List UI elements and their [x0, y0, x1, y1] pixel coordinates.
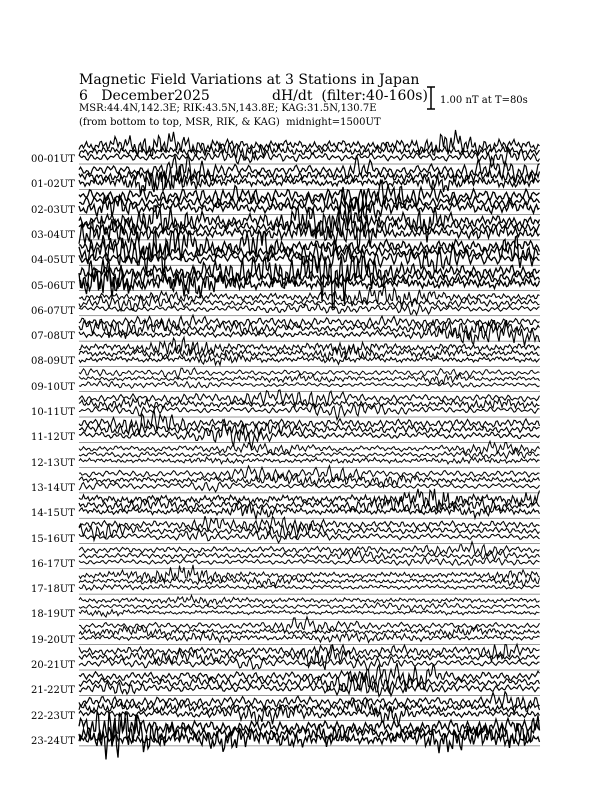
trace-kag [79, 304, 540, 315]
trace-kag [79, 381, 540, 388]
trace-rik [79, 603, 540, 611]
hour-label: 09-10UT [31, 381, 75, 393]
hour-label: 17-18UT [31, 584, 75, 596]
hour-label: 05-06UT [31, 280, 75, 292]
hour-label: 00-01UT [31, 154, 75, 165]
hour-label: 04-05UT [31, 255, 75, 267]
trace-rik [79, 524, 540, 540]
trace-rik [79, 626, 540, 637]
trace-rik [79, 551, 540, 560]
trace-rik [79, 576, 540, 587]
hour-label: 14-15UT [31, 508, 75, 520]
trace-msr [79, 368, 540, 378]
hour-label: 19-20UT [31, 634, 75, 646]
date-day: 6 [79, 88, 88, 104]
hour-label: 03-04UT [31, 229, 75, 241]
filter-label: (filter:40-160s) [321, 88, 428, 104]
hour-label: 21-22UT [31, 685, 75, 697]
trace-msr [79, 542, 540, 557]
trace-kag [79, 457, 540, 464]
hour-label: 22-23UT [31, 710, 75, 722]
hour-label: 15-16UT [31, 533, 75, 545]
midnight-note: midnight=1500UT [286, 117, 381, 128]
hour-label: 13-14UT [31, 482, 75, 494]
order-note: (from bottom to top, MSR, RIK, & KAG) [79, 117, 280, 128]
hour-label: 06-07UT [31, 305, 75, 317]
trace-kag [79, 503, 540, 519]
hour-label: 23-24UT [31, 735, 75, 747]
trace-kag [79, 585, 540, 591]
scale-bar-icon [427, 87, 435, 109]
hour-label: 10-11UT [31, 407, 75, 418]
scale-label: 1.00 nT at T=80s [440, 95, 528, 106]
hour-label: 08-09UT [31, 356, 75, 368]
hour-label: 20-21UT [31, 660, 75, 671]
trace-msr [79, 409, 540, 435]
quantity-label: dH/dt [272, 88, 313, 104]
trace-msr [79, 692, 540, 714]
trace-rik [79, 166, 540, 191]
date-year: 2025 [174, 88, 210, 104]
chart-title: Magnetic Field Variations at 3 Stations in Japan [79, 72, 420, 88]
trace-kag [79, 320, 540, 346]
hour-label: 07-08UT [31, 331, 75, 343]
trace-msr [79, 595, 540, 606]
hour-label: 12-13UT [31, 457, 75, 469]
trace-msr [79, 466, 540, 485]
trace-kag [79, 657, 540, 670]
hour-label: 16-17UT [31, 558, 75, 570]
hour-label: 01-02UT [31, 179, 75, 191]
trace-kag [79, 482, 540, 492]
stations-line: MSR:44.4N,142.3E; RIK:43.5N,143.8E; KAG:31.5N,130.7E [79, 103, 377, 114]
hour-label: 02-03UT [31, 204, 75, 216]
hour-label: 11-12UT [31, 432, 75, 444]
trace-rik [79, 645, 540, 670]
date-month: December [101, 88, 175, 104]
trace-kag [79, 610, 540, 618]
trace-group [79, 130, 540, 760]
hour-label: 18-19UT [31, 609, 75, 621]
